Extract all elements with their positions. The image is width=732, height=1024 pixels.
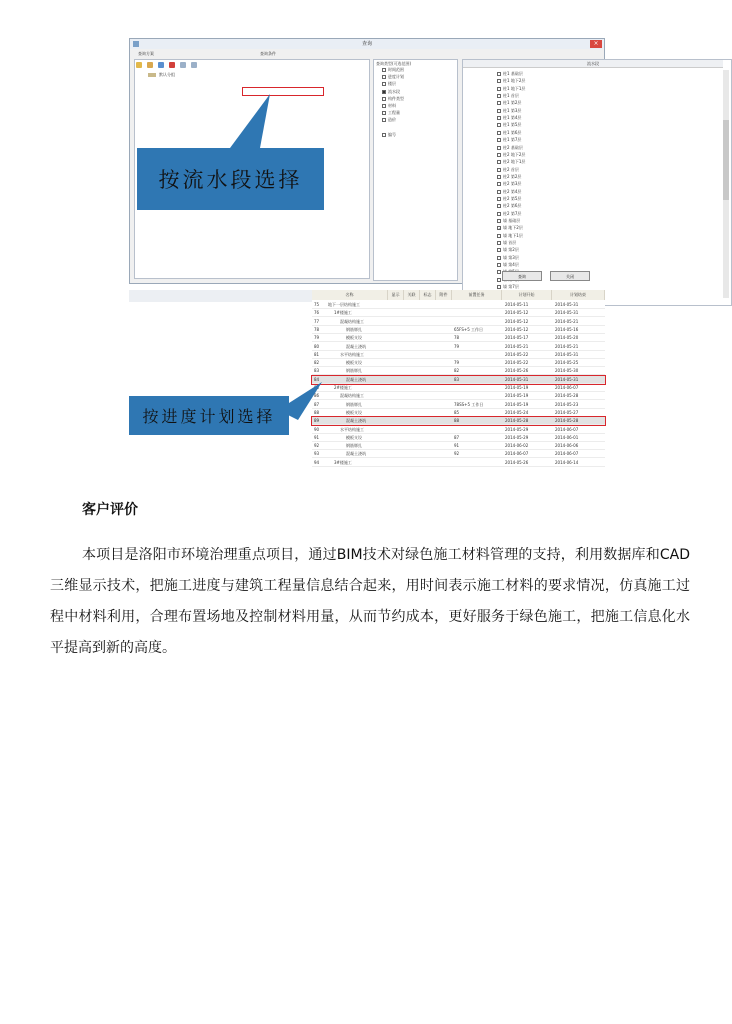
task-name: 模板支设: [346, 335, 362, 341]
delete-icon[interactable]: [169, 62, 175, 68]
flow-segment-label: 柱1 第4层: [503, 115, 522, 121]
checkbox[interactable]: [497, 94, 501, 98]
query-type-item[interactable]: [382, 117, 396, 123]
planned-end: 2014-05-21: [555, 318, 579, 324]
planned-start: 2014-05-17: [505, 335, 529, 341]
row-number: 78: [314, 326, 320, 332]
flow-segment-item[interactable]: [497, 233, 523, 239]
table-row[interactable]: [312, 351, 605, 359]
flow-segment-label: 柱1 第3层: [503, 107, 522, 113]
table-row[interactable]: [312, 450, 605, 458]
column-header[interactable]: 关联: [404, 290, 420, 300]
flow-segment-label: 柱2 基础层: [503, 144, 523, 150]
checkbox[interactable]: [382, 111, 386, 115]
query-type-item[interactable]: [382, 103, 396, 109]
checkbox[interactable]: [497, 219, 501, 223]
planned-start: 2014-05-19: [505, 401, 529, 407]
column-header[interactable]: 附件: [436, 290, 452, 300]
flow-segment-item[interactable]: [497, 108, 521, 114]
query-type-item[interactable]: [382, 74, 404, 80]
task-name: 模板支设: [346, 360, 362, 366]
row-number: 84: [314, 376, 320, 382]
table-row[interactable]: [312, 318, 605, 326]
flow-segment-label: 柱2 第6层: [503, 203, 522, 209]
query-type-label: 材料: [388, 103, 396, 108]
flow-segment-item[interactable]: [497, 174, 521, 180]
column-header[interactable]: 计划结束: [552, 290, 605, 300]
flow-segment-pane: [462, 59, 732, 306]
row-number: 81: [314, 351, 320, 357]
flow-segment-label: 柱2 地下1层: [503, 159, 526, 165]
flow-segment-label: 墙 第3层: [503, 254, 519, 260]
checkbox[interactable]: [497, 101, 501, 105]
checkbox[interactable]: [497, 87, 501, 91]
row-number: 87: [314, 401, 320, 407]
app-icon: [133, 41, 139, 47]
flow-segment-item[interactable]: [497, 137, 521, 143]
flow-segment-item[interactable]: [497, 71, 523, 77]
predecessor: 91: [454, 443, 460, 449]
table-row[interactable]: [312, 309, 605, 317]
flow-segment-item[interactable]: [497, 167, 519, 173]
table-row[interactable]: [312, 384, 605, 392]
flow-segment-label: 柱2 第4层: [503, 188, 522, 194]
flow-segment-item[interactable]: [497, 225, 523, 231]
close-button[interactable]: 关闭: [550, 271, 590, 281]
checkbox[interactable]: [497, 175, 501, 179]
predecessor: 85: [454, 409, 460, 415]
planned-end: 2014-05-28: [555, 393, 579, 399]
checkbox[interactable]: [497, 256, 501, 260]
column-header[interactable]: 名称: [312, 290, 388, 300]
column-header[interactable]: 显示: [388, 290, 404, 300]
flow-segment-label: 墙 地下1层: [503, 232, 523, 238]
planned-end: 2014-05-20: [555, 335, 579, 341]
planned-end: 2014-06-07: [555, 451, 579, 457]
flow-segment-label: 墙 第4层: [503, 262, 519, 268]
task-name: 混凝土浇筑: [346, 376, 366, 382]
task-name: 2#楼施工: [334, 385, 352, 390]
planned-end: 2014-05-21: [555, 343, 579, 349]
flow-segment-label: 柱2 地下2层: [503, 151, 526, 157]
flow-segment-label: 柱2 第5层: [503, 195, 522, 201]
planned-end: 2014-05-27: [555, 409, 579, 415]
checkbox[interactable]: [497, 241, 501, 245]
query-type-label: 工程量: [388, 110, 400, 116]
flow-segment-label: 柱2 首层: [503, 166, 519, 172]
checkbox[interactable]: [497, 109, 501, 113]
flow-segment-label: 墙 第7层: [503, 284, 519, 290]
planned-end: 2014-05-31: [555, 310, 579, 316]
flow-segment-label: 柱1 地下2层: [503, 78, 526, 84]
planned-end: 2014-05-28: [555, 418, 579, 424]
row-number: 93: [314, 451, 320, 457]
table-row[interactable]: [312, 459, 605, 467]
planned-start: 2014-05-22: [505, 360, 529, 366]
predecessor: 82: [454, 368, 460, 374]
flow-segment-item[interactable]: [497, 262, 519, 268]
row-number: 76: [314, 310, 320, 316]
planned-start: 2014-05-29: [505, 434, 529, 440]
checkbox[interactable]: [382, 68, 386, 72]
flow-segment-item[interactable]: [497, 203, 521, 209]
planned-end: 2014-05-25: [555, 360, 579, 366]
checkbox[interactable]: [497, 234, 501, 238]
checkbox[interactable]: [497, 270, 501, 274]
table-row[interactable]: [312, 301, 605, 309]
row-number: 89: [314, 418, 320, 424]
checkbox[interactable]: [382, 118, 386, 122]
row-number: 94: [314, 459, 320, 465]
row-number: 77: [314, 318, 320, 324]
predecessor: 65FS+5 工作日: [454, 326, 484, 332]
column-header[interactable]: 前置任务: [452, 290, 502, 300]
flow-segment-label: 柱1 地下1层: [503, 85, 526, 91]
checkbox[interactable]: [497, 204, 501, 208]
table-row[interactable]: [312, 376, 605, 384]
planned-start: 2014-05-19: [505, 385, 529, 390]
new-folder-icon[interactable]: [136, 62, 142, 68]
task-name: 混凝结构施工: [340, 318, 364, 324]
checkbox[interactable]: [497, 212, 501, 216]
flow-segment-label: 墙 首层: [503, 240, 517, 246]
checkbox[interactable]: [497, 72, 501, 76]
task-name: 钢筋绑扎: [346, 443, 362, 449]
row-number: 80: [314, 343, 320, 349]
checkbox[interactable]: [382, 104, 386, 108]
flow-segment-item[interactable]: [497, 159, 525, 165]
flow-segment-label: 柱2 第2层: [503, 173, 522, 179]
flow-segment-item[interactable]: [497, 115, 521, 121]
callout-flow-segment: 按流水段选择: [137, 148, 324, 210]
flow-segment-item[interactable]: [497, 240, 516, 246]
query-type-item[interactable]: [382, 110, 400, 116]
task-name: 地下一层结构施工: [328, 302, 360, 307]
planned-end: 2014-05-16: [555, 326, 579, 332]
task-name: 钢筋绑扎: [346, 368, 362, 374]
task-name: 水平结构施工: [340, 426, 364, 432]
planned-start: 2014-05-11: [505, 302, 529, 307]
row-number: 82: [314, 360, 320, 366]
checked-checkbox[interactable]: ✓: [498, 226, 502, 232]
row-number: 90: [314, 426, 320, 432]
task-name: 钢筋绑扎: [346, 401, 362, 407]
query-type-label: 构件类型: [388, 95, 404, 101]
task-name: 1#楼施工: [334, 310, 352, 316]
checkbox[interactable]: [497, 131, 501, 135]
query-type-label: 进度计划: [388, 74, 404, 80]
planned-start: 2014-05-24: [505, 409, 529, 415]
checkbox[interactable]: [382, 82, 386, 86]
checkbox[interactable]: [497, 79, 501, 83]
table-row[interactable]: [312, 409, 605, 417]
checkbox[interactable]: [497, 160, 501, 164]
query-type-header: 查询类型(可选范围): [376, 61, 412, 66]
query-type-item[interactable]: [382, 89, 400, 95]
task-name: 钢筋绑扎: [346, 326, 362, 332]
flow-segment-item[interactable]: [497, 152, 525, 158]
query-button[interactable]: 查询: [502, 271, 542, 281]
predecessor: 79: [454, 360, 460, 366]
table-row[interactable]: [312, 434, 605, 442]
planned-start: 2014-06-02: [505, 443, 529, 449]
predecessor: 79: [454, 343, 460, 349]
flow-segment-item[interactable]: [497, 122, 521, 128]
planned-start: 2014-05-21: [505, 343, 529, 349]
flow-segment-item[interactable]: [497, 100, 521, 106]
right-pane-label: 查询条件: [260, 51, 276, 56]
row-number: 79: [314, 335, 320, 341]
section-heading: 客户评价: [82, 502, 138, 518]
row-number: 92: [314, 443, 320, 449]
checkbox[interactable]: [382, 90, 386, 94]
checkbox[interactable]: [382, 133, 386, 137]
copy-icon[interactable]: [158, 62, 164, 68]
predecessor: 83: [454, 376, 460, 382]
flow-segment-label: 柱1 首层: [503, 93, 519, 99]
predecessor: 78SS+5 工作日: [454, 401, 484, 407]
table-row[interactable]: [312, 343, 605, 351]
query-type-item[interactable]: [382, 67, 404, 73]
checkbox[interactable]: [497, 153, 501, 157]
checkbox[interactable]: [497, 123, 501, 127]
column-header[interactable]: 标志: [420, 290, 436, 300]
dialog-title: 查询: [130, 39, 604, 49]
table-row[interactable]: [312, 326, 605, 334]
flow-segment-item[interactable]: [497, 86, 525, 92]
task-name: 混凝土浇筑: [346, 451, 366, 457]
checkbox[interactable]: [497, 146, 501, 150]
query-type-label: 时间范围: [388, 67, 404, 72]
planned-start: 2014-05-12: [505, 326, 529, 332]
planned-end: 2014-05-30: [555, 368, 579, 374]
schedule-table: [312, 290, 605, 468]
checkbox[interactable]: [382, 97, 386, 101]
flow-segment-item[interactable]: [497, 78, 525, 84]
callout-schedule: 按进度计划选择: [129, 396, 289, 435]
flow-segment-item[interactable]: [497, 211, 521, 217]
flow-segment-label: 柱1 第6层: [503, 129, 522, 135]
planned-end: 2014-06-06: [555, 443, 579, 449]
flow-segment-header: 流水段: [463, 60, 723, 68]
checkbox[interactable]: [497, 182, 501, 186]
schedule-screenshot: [129, 290, 605, 468]
flow-segment-item[interactable]: [497, 130, 521, 136]
planned-end: 2014-05-31: [555, 351, 579, 357]
task-name: 混凝结构施工: [340, 393, 364, 399]
checkbox[interactable]: [497, 285, 501, 289]
query-type-label: 造价: [388, 117, 396, 123]
checkbox[interactable]: [497, 197, 501, 201]
close-icon[interactable]: ×: [590, 40, 602, 48]
group-label: 默认分组: [159, 72, 175, 77]
flow-segment-item[interactable]: [497, 196, 521, 202]
folder-icon: [148, 73, 156, 77]
task-name: 模板支设: [346, 409, 362, 415]
body-paragraph: 本项目是洛阳市环境治理重点项目，通过BIM技术对绿色施工材料管理的支持，利用数据库和CAD三维显示技术，把施工进度与建筑工程量信息结合起来，用时间表示施工材料的要求情况，仿真施工过程中材料利用，合理布置场地及控制材料用量，从而节约成本，更好服务于绿色施工，把施工信息化水平提高到新的高度。: [50, 547, 690, 656]
table-row[interactable]: [312, 392, 605, 400]
planned-end: 2014-05-31: [555, 302, 579, 307]
table-row[interactable]: [312, 359, 605, 367]
move-down-icon[interactable]: [191, 62, 197, 68]
checkbox[interactable]: [497, 248, 501, 252]
table-row[interactable]: [312, 401, 605, 409]
planned-end: 2014-05-23: [555, 401, 579, 407]
flow-segment-item[interactable]: [497, 218, 520, 224]
checkbox[interactable]: [497, 263, 501, 267]
planned-start: 2014-05-22: [505, 351, 529, 357]
flow-segment-label: 柱1 基础层: [503, 71, 523, 76]
planned-start: 2014-05-28: [505, 418, 529, 424]
task-name: 水平结构施工: [340, 351, 364, 357]
planned-end: 2014-06-07: [555, 426, 579, 432]
row-number: 83: [314, 368, 320, 374]
move-up-icon[interactable]: [180, 62, 186, 68]
flow-segment-item[interactable]: [497, 255, 519, 261]
checkbox[interactable]: [497, 190, 501, 194]
row-number: 86: [314, 393, 320, 399]
planned-end: 2014-05-31: [555, 376, 579, 382]
query-type-item[interactable]: [382, 132, 396, 138]
predecessor: 87: [454, 434, 460, 440]
query-type-item[interactable]: [382, 81, 396, 87]
query-type-item[interactable]: [382, 96, 404, 102]
flow-segment-label: 墙 基础层: [503, 218, 521, 223]
query-type-label: 流水段: [388, 88, 400, 94]
checkbox[interactable]: [497, 168, 501, 172]
flow-segment-item[interactable]: [497, 181, 521, 187]
scrollbar-thumb[interactable]: [723, 120, 729, 200]
checkbox[interactable]: [497, 116, 501, 120]
flow-segment-label: 柱1 第5层: [503, 122, 522, 128]
row-number: 75: [314, 302, 320, 307]
checkbox[interactable]: [497, 278, 501, 282]
flow-segment-item[interactable]: [497, 145, 523, 151]
row-number: 91: [314, 434, 320, 440]
flow-segment-item[interactable]: [497, 247, 519, 253]
predecessor: 88: [454, 418, 460, 424]
flow-segment-label: 柱2 第7层: [503, 210, 522, 216]
schedule-toolbar-area: [129, 290, 312, 302]
flow-segment-label: 墙 第2层: [503, 247, 519, 253]
flow-segment-label: 柱2 第3层: [503, 181, 522, 187]
predecessor: 92: [454, 451, 460, 457]
table-row[interactable]: [312, 367, 605, 375]
flow-segment-label: 柱1 第2层: [503, 100, 522, 106]
table-row[interactable]: [312, 417, 605, 425]
planned-start: 2014-05-12: [505, 318, 529, 324]
planned-start: 2014-06-07: [505, 451, 529, 457]
planned-end: 2014-06-01: [555, 434, 579, 440]
scheme-toolbar: [136, 60, 197, 69]
column-header[interactable]: 计划开始: [502, 290, 552, 300]
task-name: 模板支设: [346, 434, 362, 440]
task-name: 混凝土浇筑: [346, 418, 366, 424]
task-name: 混凝土浇筑: [346, 343, 366, 349]
planned-start: 2014-05-26: [505, 459, 529, 465]
planned-start: 2014-05-26: [505, 368, 529, 374]
checkbox[interactable]: [497, 138, 501, 142]
planned-start: 2014-05-29: [505, 426, 529, 432]
default-group[interactable]: [148, 72, 175, 78]
row-number: 88: [314, 409, 320, 415]
flow-segment-item[interactable]: [497, 189, 521, 195]
flow-segment-label: 墙 地下2层: [503, 225, 523, 231]
predecessor: 78: [454, 335, 460, 341]
planned-start: 2014-05-19: [505, 393, 529, 399]
table-row[interactable]: [312, 426, 605, 434]
query-type-label: 编号: [388, 131, 396, 137]
open-folder-icon[interactable]: [147, 62, 153, 68]
planned-start: 2014-05-31: [505, 376, 529, 382]
task-name: 3#楼施工: [334, 459, 352, 465]
planned-end: 2014-06-07: [555, 385, 579, 390]
table-row[interactable]: [312, 334, 605, 342]
checkbox[interactable]: [382, 75, 386, 79]
planned-start: 2014-05-12: [505, 310, 529, 316]
planned-end: 2014-06-14: [555, 459, 579, 465]
flow-segment-item[interactable]: [497, 93, 519, 99]
flow-segment-label: 柱1 第7层: [503, 137, 522, 143]
table-row[interactable]: [312, 442, 605, 450]
left-pane-label: 查询方案: [138, 51, 154, 56]
query-type-label: 楼层: [388, 81, 396, 87]
